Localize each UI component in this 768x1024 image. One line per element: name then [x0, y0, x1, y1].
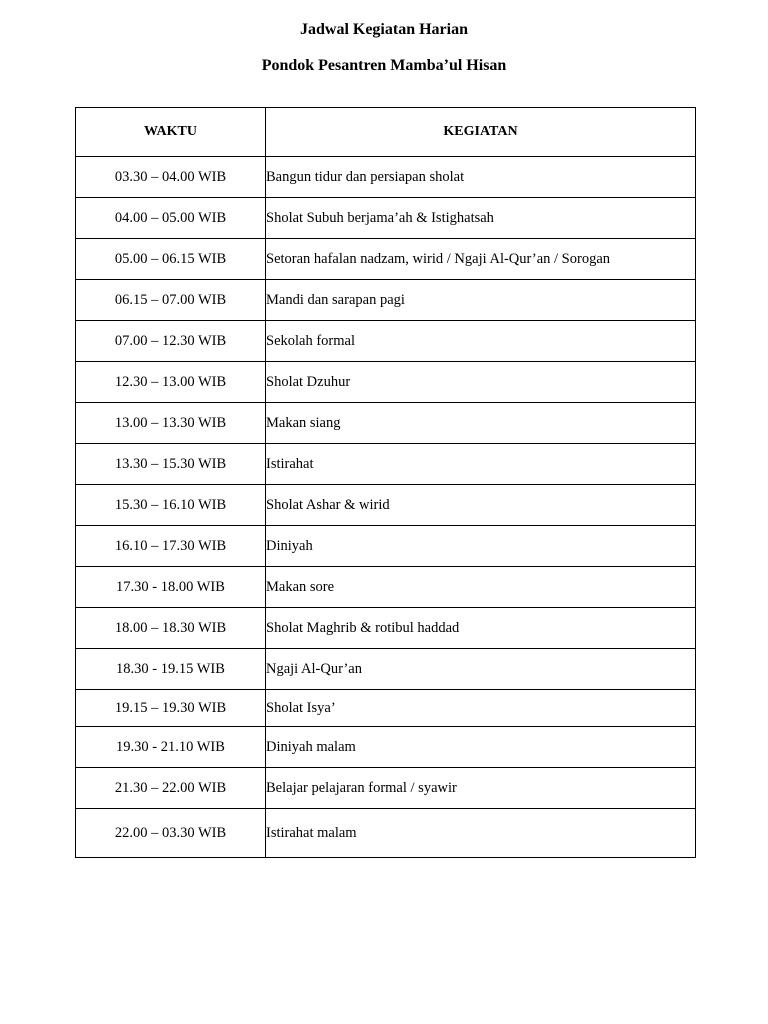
row-activity: Istirahat malam [266, 809, 696, 858]
table-row [76, 809, 696, 858]
header-activity: KEGIATAN [266, 108, 696, 157]
row-activity: Mandi dan sarapan pagi [266, 280, 696, 321]
row-time: 18.00 – 18.30 WIB [76, 608, 266, 649]
row-time: 16.10 – 17.30 WIB [76, 526, 266, 567]
row-time: 05.00 – 06.15 WIB [76, 239, 266, 280]
table-row [76, 690, 696, 727]
table-header-row [76, 108, 696, 157]
row-time: 22.00 – 03.30 WIB [76, 809, 266, 858]
row-activity: Sholat Ashar & wirid [266, 485, 696, 526]
table-row [76, 567, 696, 608]
table-row [76, 768, 696, 809]
row-activity: Makan sore [266, 567, 696, 608]
table-row [76, 280, 696, 321]
table-row [76, 608, 696, 649]
table-row [76, 485, 696, 526]
table-row [76, 362, 696, 403]
table-row [76, 198, 696, 239]
table-row [76, 526, 696, 567]
row-time: 15.30 – 16.10 WIB [76, 485, 266, 526]
row-time: 13.00 – 13.30 WIB [76, 403, 266, 444]
row-activity: Diniyah malam [266, 727, 696, 768]
row-activity: Sholat Maghrib & rotibul haddad [266, 608, 696, 649]
row-activity: Istirahat [266, 444, 696, 485]
table-row [76, 727, 696, 768]
row-activity: Setoran hafalan nadzam, wirid / Ngaji Al-Qur’an / Sorogan [266, 239, 696, 280]
row-activity: Sholat Dzuhur [266, 362, 696, 403]
row-time: 03.30 – 04.00 WIB [76, 157, 266, 198]
row-time: 19.15 – 19.30 WIB [76, 690, 266, 727]
row-time: 12.30 – 13.00 WIB [76, 362, 266, 403]
row-activity: Belajar pelajaran formal / syawir [266, 768, 696, 809]
row-activity: Diniyah [266, 526, 696, 567]
table-row [76, 157, 696, 198]
header-time: WAKTU [76, 108, 266, 157]
schedule-table [75, 107, 696, 858]
table-row [76, 321, 696, 362]
row-activity: Sholat Subuh berjama’ah & Istighatsah [266, 198, 696, 239]
table-row [76, 403, 696, 444]
row-time: 06.15 – 07.00 WIB [76, 280, 266, 321]
row-time: 17.30 - 18.00 WIB [76, 567, 266, 608]
row-time: 13.30 – 15.30 WIB [76, 444, 266, 485]
document-subtitle: Pondok Pesantren Mamba’ul Hisan [261, 57, 507, 74]
row-time: 21.30 – 22.00 WIB [76, 768, 266, 809]
row-activity: Makan siang [266, 403, 696, 444]
table-row [76, 239, 696, 280]
table-row [76, 649, 696, 690]
row-activity: Sholat Isya’ [266, 690, 696, 727]
row-activity: Sekolah formal [266, 321, 696, 362]
row-time: 07.00 – 12.30 WIB [76, 321, 266, 362]
table-row [76, 444, 696, 485]
table-body [76, 157, 696, 858]
row-activity: Ngaji Al-Qur’an [266, 649, 696, 690]
row-activity: Bangun tidur dan persiapan sholat [266, 157, 696, 198]
row-time: 19.30 - 21.10 WIB [76, 727, 266, 768]
row-time: 04.00 – 05.00 WIB [76, 198, 266, 239]
row-time: 18.30 - 19.15 WIB [76, 649, 266, 690]
document-title: Jadwal Kegiatan Harian [299, 21, 468, 38]
